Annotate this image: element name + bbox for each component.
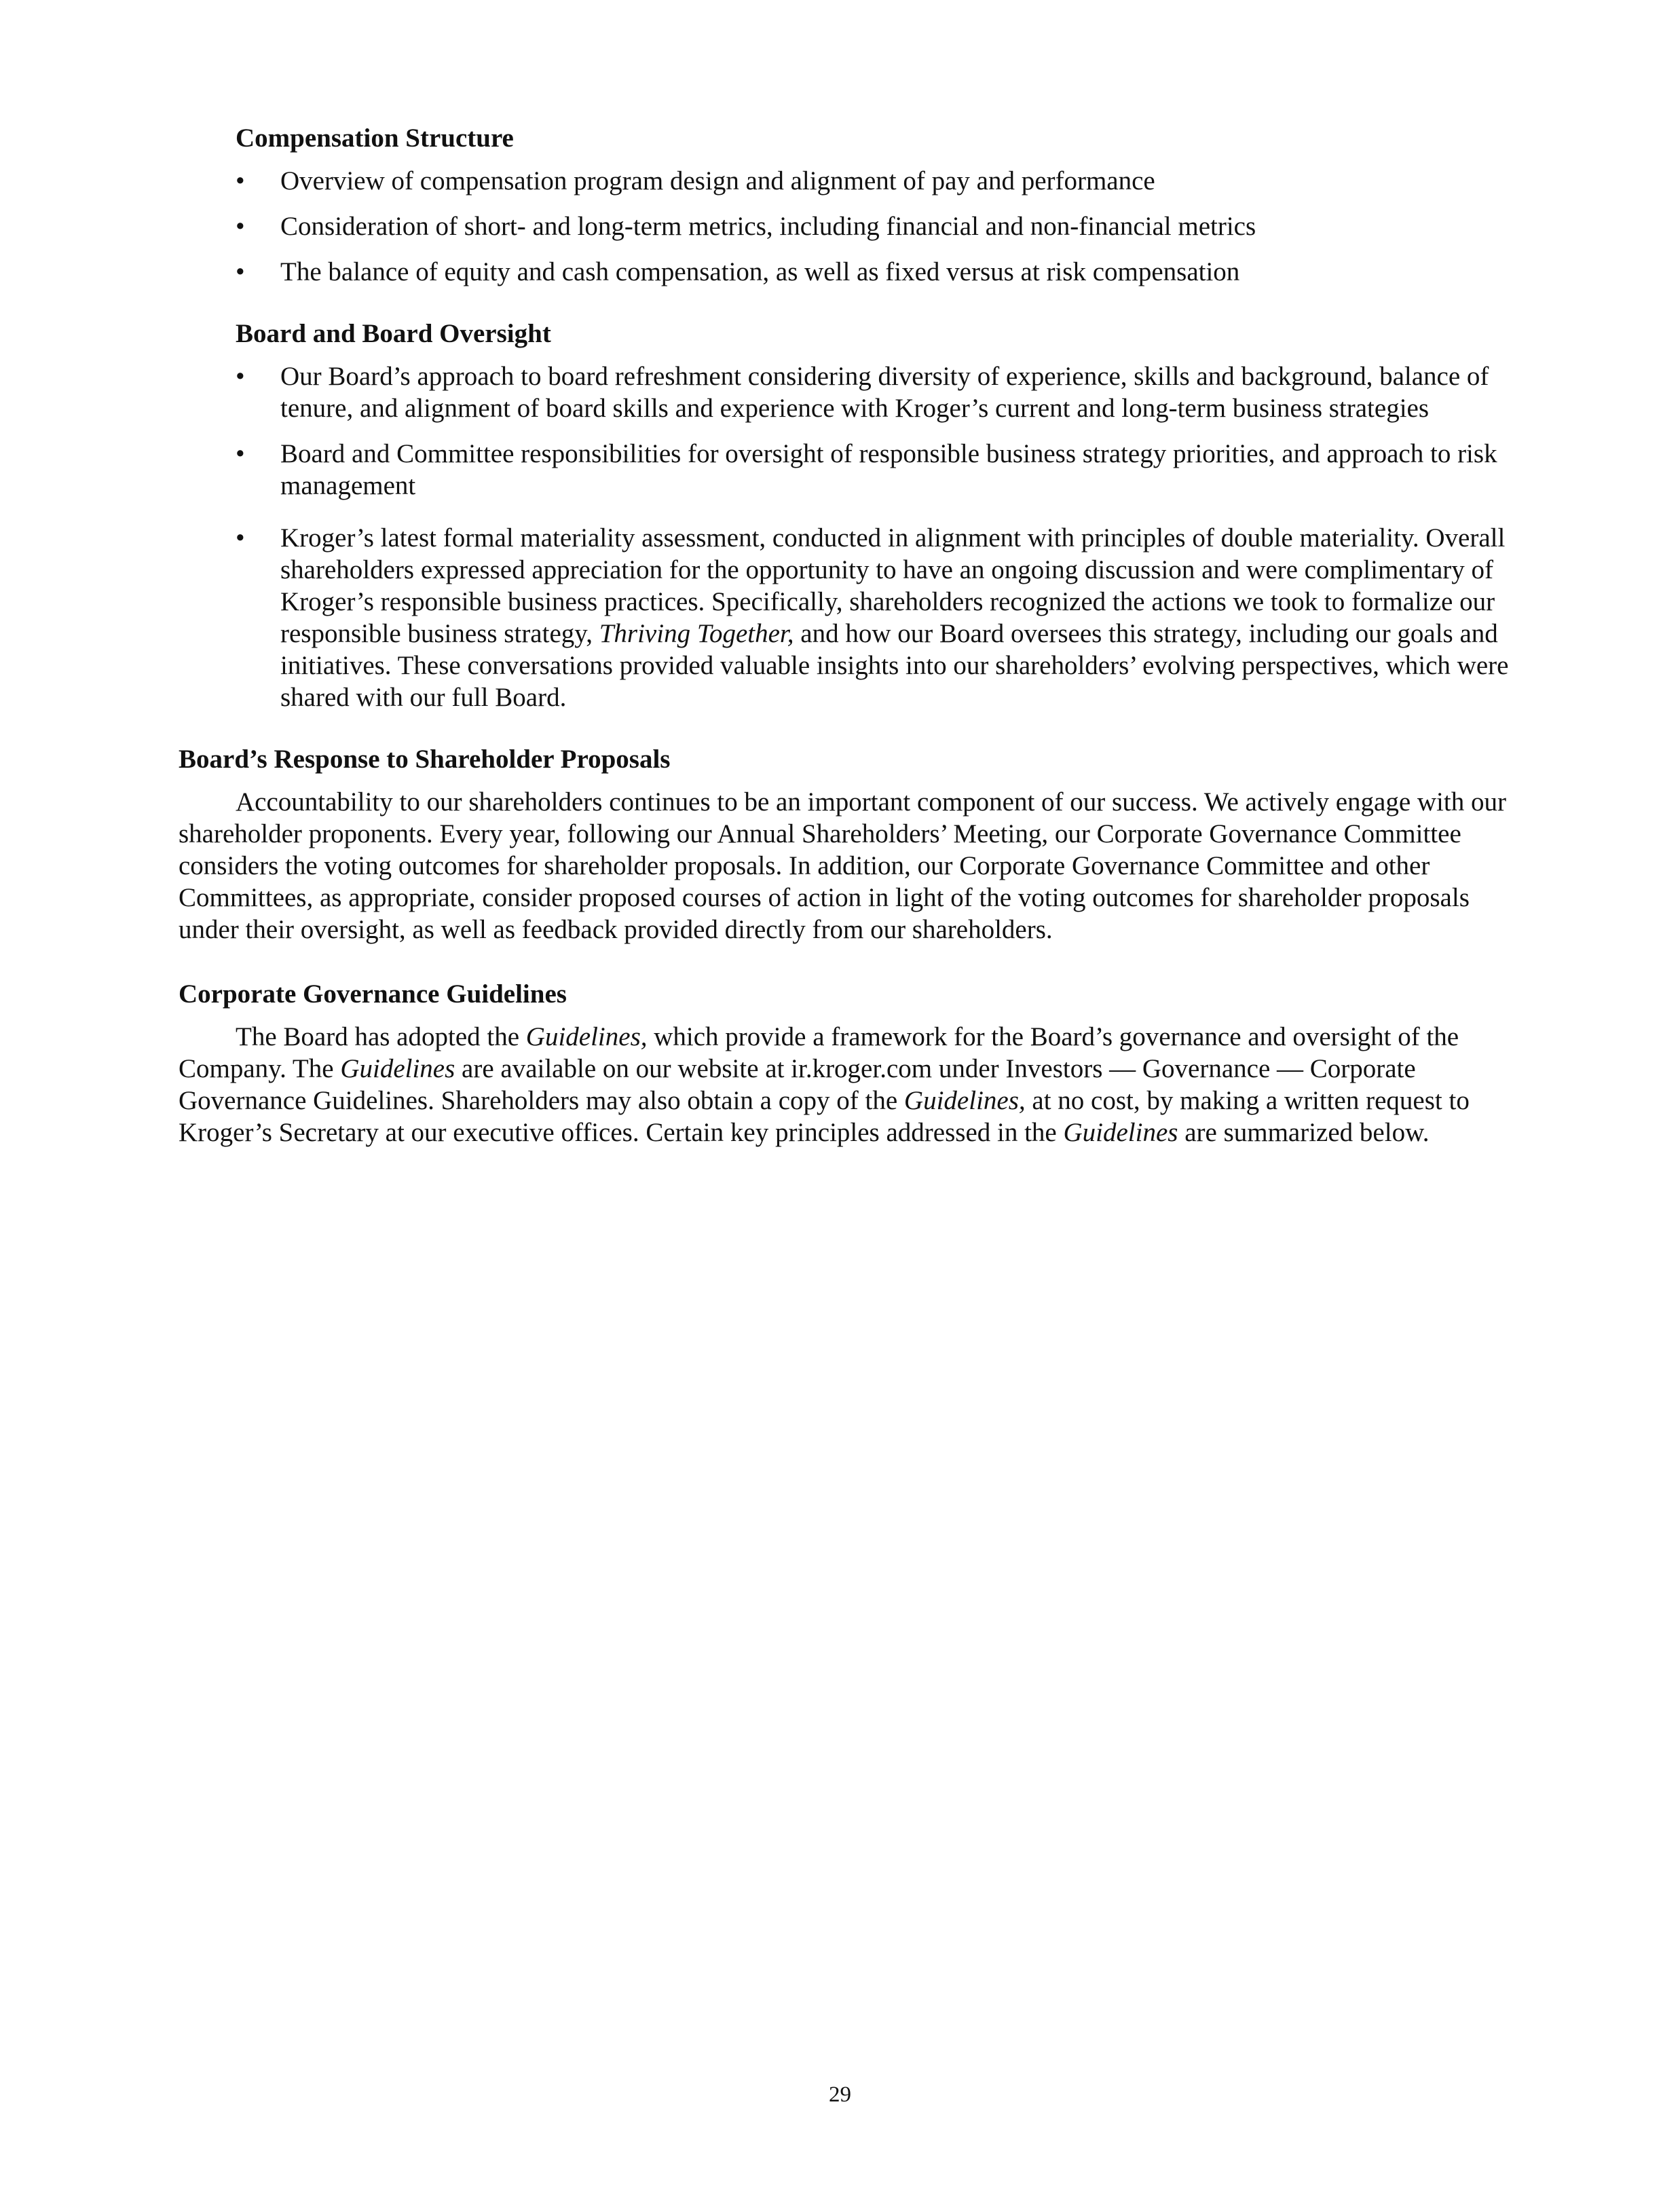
list-item (179, 165, 1509, 197)
board-oversight-bullet-list (179, 360, 1509, 713)
page-number: 29 (829, 2082, 851, 2107)
bullet-text: Consideration of short- and long-term metrics, including financial and non-financial metrics (280, 212, 1256, 241)
text-segment: The Board has adopted the (236, 1022, 526, 1051)
emphasis-text: Guidelines, (903, 1086, 1026, 1115)
governance-guidelines-paragraph (179, 1021, 1509, 1148)
shareholder-proposals-paragraph: Accountability to our shareholders continues to be an important component of our success. We actively engage with our shareholder proponents. Every year, following our Annual Shareholders’ Meeting, our Corporate Governance Committee considers the voting outcomes for shareholder proposals. In addition, our Corporate Governance Committee and other Committees, as appropriate, consider proposed courses of action in light of the voting outcomes for shareholder proposals under their oversight, as well as feedback provided directly from our shareholders. (179, 787, 1506, 944)
bullet-text-part: Kroger’s latest formal materiality assessment, conducted in alignment with principles of double materiality. Overall shareholders expressed appreciation for the opportunity to have an ongoing discussion and were complimentary of Kroger’s responsible business practices. Specifically, shareholders recognized the actions we took to formalize our responsible business strategy, (280, 523, 1506, 648)
list-item (179, 360, 1509, 424)
list-item (179, 522, 1509, 713)
emphasis-text: Guidelines (1063, 1118, 1178, 1147)
text-segment: at no cost, by making a written request to Kroger’s Secretary at our executive offices. Certain key principles addressed in the (179, 1086, 1470, 1147)
text-segment: are available on our website at ir.kroger.com under Investors — Governance — Corporate Governance Guidelines. Shareholders may also obtain a copy of the (179, 1054, 1416, 1115)
text-segment: are summarized below. (1178, 1118, 1430, 1147)
bullet-icon: • (236, 439, 245, 468)
emphasis-text: Thriving Together, (599, 619, 794, 648)
bullet-icon: • (236, 362, 245, 391)
text-segment: which provide a framework for the Board’s governance and oversight of the Company. The (179, 1022, 1459, 1083)
bullet-text: Our Board’s approach to board refreshment considering diversity of experience, skills and background, balance of tenure, and alignment of board skills and experience with Kroger’s current and long-term business strategies (280, 362, 1489, 423)
board-oversight-heading: Board and Board Oversight (236, 319, 551, 348)
bullet-icon: • (236, 257, 245, 286)
shareholder-proposals-heading: Board’s Response to Shareholder Proposals (179, 745, 671, 774)
list-item (179, 256, 1509, 288)
compensation-structure-heading: Compensation Structure (236, 124, 514, 153)
emphasis-text: Guidelines (340, 1054, 455, 1083)
list-item (179, 210, 1509, 242)
page-content (179, 122, 1509, 1148)
bullet-icon: • (236, 166, 245, 195)
bullet-text: Board and Committee responsibilities for oversight of responsible business strategy priorities, and approach to risk management (280, 439, 1497, 500)
emphasis-text: Guidelines, (525, 1022, 648, 1051)
bullet-text-part: and how our Board oversees this strategy, including our goals and initiatives. These conversations provided valuable insights into our shareholders’ evolving perspectives, which were shared with our full Board. (280, 619, 1509, 712)
bullet-text: Overview of compensation program design and alignment of pay and performance (280, 166, 1155, 195)
compensation-bullet-list (179, 165, 1509, 288)
bullet-icon: • (236, 523, 245, 553)
bullet-text: The balance of equity and cash compensation, as well as fixed versus at risk compensation (280, 257, 1240, 286)
bullet-icon: • (236, 212, 245, 241)
list-item (179, 438, 1509, 502)
governance-guidelines-heading: Corporate Governance Guidelines (179, 979, 567, 1009)
